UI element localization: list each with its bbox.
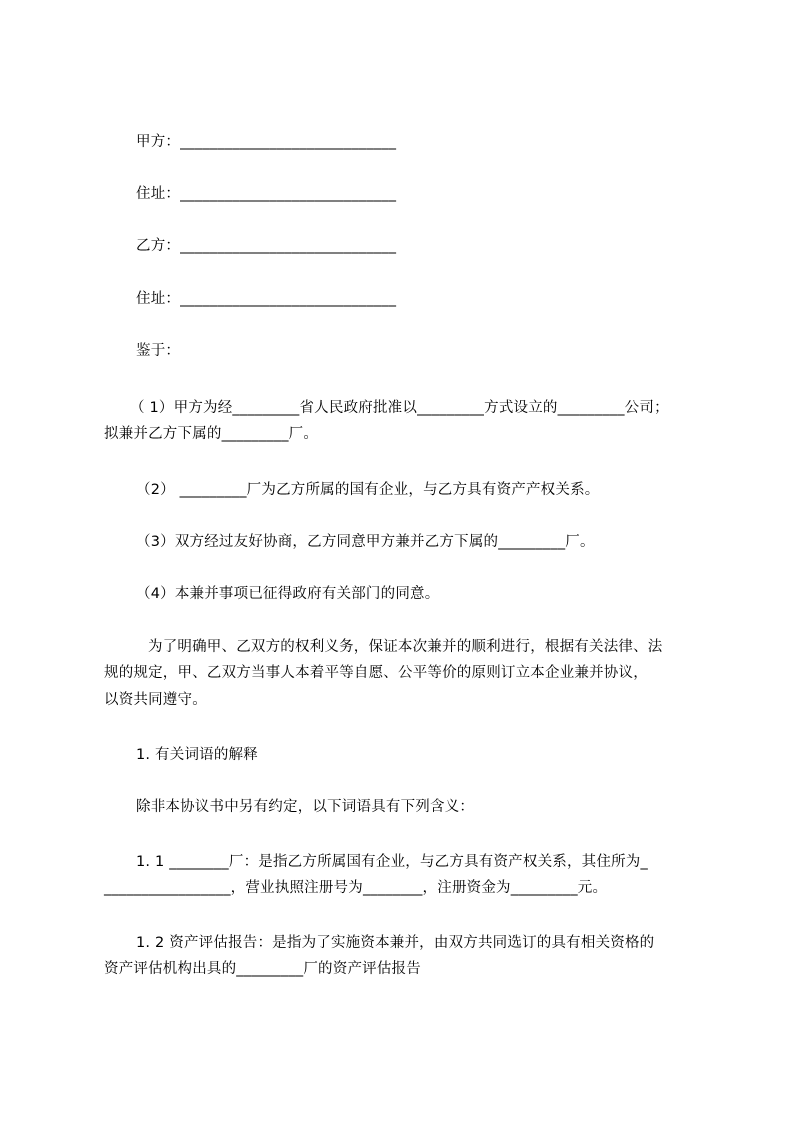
address-b-line: 住址：_____________________________ [136, 291, 397, 307]
preamble-line-1: 为了明确甲、乙双方的权利义务，保证本次兼并的顺利进行，根据有关法律、法 [148, 639, 663, 655]
section-1-intro: 除非本协议书中另有约定，以下词语具有下列含义： [136, 799, 475, 815]
definition-1-1-line-1: 1. 1 ________厂：是指乙方所属国有企业，与乙方具有资产权关系，其住所为_ [136, 854, 648, 870]
whereas-heading: 鉴于： [136, 343, 181, 359]
recital-3: （3）双方经过友好协商，乙方同意甲方兼并乙方下属的_________厂。 [136, 534, 595, 550]
recital-1-line-1: （ 1）甲方为经_________省人民政府批准以_________方式设立的_________公司； [130, 400, 669, 416]
recital-4: （4）本兼并事项已征得政府有关部门的同意。 [136, 586, 440, 602]
recital-1-line-2: 拟兼并乙方下属的_________厂。 [104, 426, 319, 442]
preamble-line-2: 规的规定，甲、乙双方当事人本着平等自愿、公平等价的原则订立本企业兼并协议， [104, 665, 648, 681]
definition-1-2-line-1: 1. 2 资产评估报告：是指为了实施资本兼并，由双方共同选订的具有相关资格的 [136, 935, 655, 951]
address-a-line: 住址：_____________________________ [136, 186, 397, 202]
party-b-line: 乙方：_____________________________ [136, 238, 397, 254]
definition-1-2-line-2: 资产评估机构出具的_________厂的资产评估报告 [104, 961, 421, 977]
party-a-line: 甲方：_____________________________ [136, 134, 397, 150]
recital-2: （2） _________厂为乙方所属的国有企业，与乙方具有资产产权关系。 [136, 482, 600, 498]
preamble-line-3: 以资共同遵守。 [104, 692, 207, 708]
section-1-heading: 1. 有关词语的解释 [136, 747, 258, 763]
definition-1-1-line-2: _________________，营业执照注册号为________，注册资金为_________元。 [104, 880, 608, 896]
